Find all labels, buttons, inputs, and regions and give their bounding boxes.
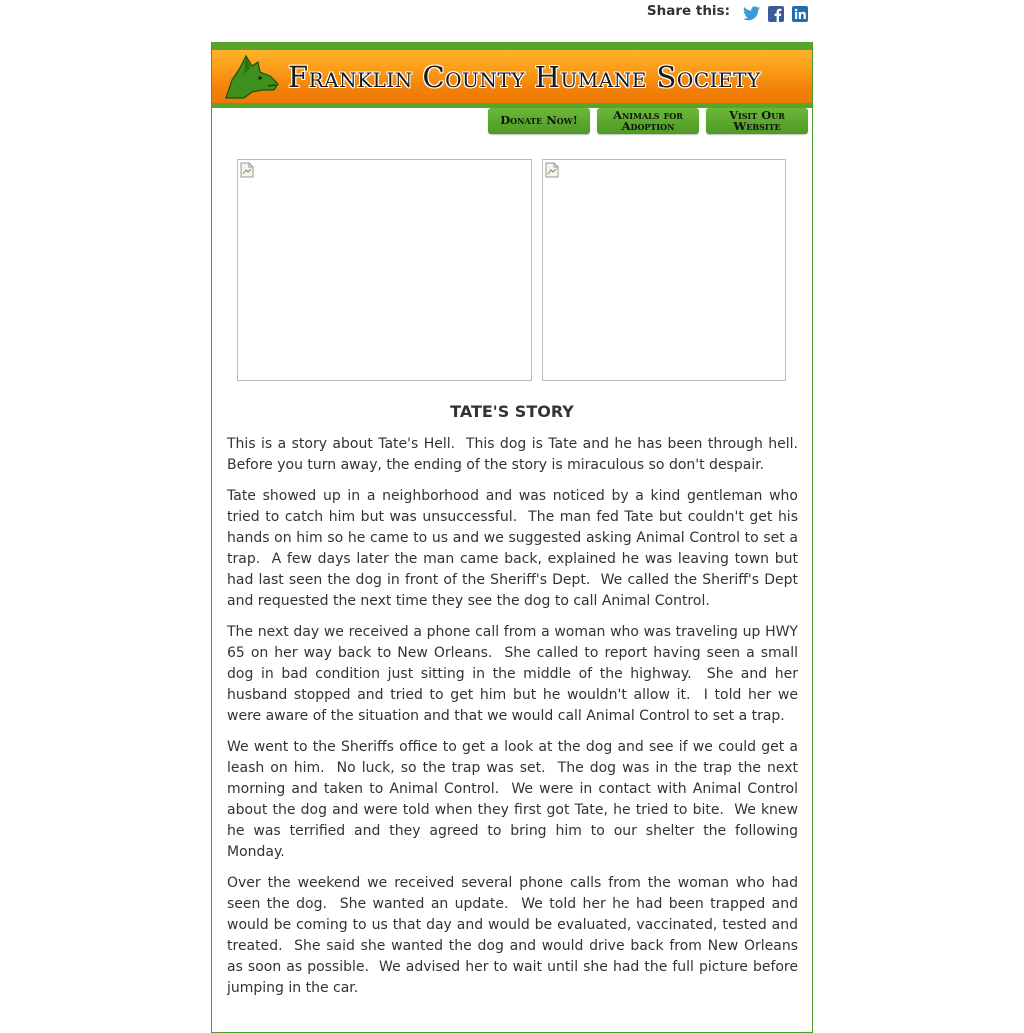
story-paragraph: Tate showed up in a neighborhood and was noticed by a kind gentleman who tried to catch him but was unsuccessful. The man fed Tate but couldn't get his hands on him so he came to us and we suggested asking Animal Control to set a trap. A few days later the man came back, explained he was leaving town but had last seen the dog in front of the Sheriff's Dept. We called the Sheriff's Dept and requested the next time they see the dog to call Animal Control. <box>227 488 803 609</box>
story-body <box>227 434 807 1009</box>
facebook-icon[interactable] <box>767 5 784 22</box>
website-button[interactable]: Visit Our Website <box>706 108 808 134</box>
dog-head-logo <box>222 52 280 102</box>
broken-image-icon <box>240 162 254 178</box>
story-paragraph: Over the weekend we received several phone calls from the woman who had seen the dog. She wanted an update. We told her he had been trapped and would be coming to us that day and would be evaluated, vaccinated, tested and treated. She said she wanted the dog and would drive back from New Orleans as soon as possible. We advised her to wait until she had the full picture before jumping in the car. <box>227 875 803 996</box>
share-label: Share this: <box>646 3 730 19</box>
nav-bar <box>488 108 808 134</box>
top-stripe <box>212 42 812 50</box>
broken-image-icon <box>545 162 559 178</box>
twitter-icon[interactable] <box>743 5 760 22</box>
adoption-button[interactable]: Animals for Adoption <box>597 108 699 134</box>
linkedin-icon[interactable] <box>791 5 808 22</box>
story-paragraph: The next day we received a phone call from a woman who was traveling up HWY 65 on her way back to New Orleans. She called to report having seen a small dog in bad condition just sitting in the middle of the highway. She and her husband stopped and tried to get him but he wouldn't allow it. I told her we were aware of the situation and that we would call Animal Control to set a trap. <box>227 624 803 724</box>
dog-photo-right <box>542 159 786 381</box>
newsletter-frame <box>211 42 813 1033</box>
story-paragraph: We went to the Sheriffs office to get a look at the dog and see if we could get a leash on him. No luck, so the trap was set. The dog was in the trap the next morning and taken to Animal Control. We were in contact with Animal Control about the dog and were told when they first got Tate, he tried to bite. We knew he was terrified and they agreed to bring him to our shelter the following Monday. <box>227 739 803 860</box>
header-banner <box>212 50 812 108</box>
story-title: TATE'S STORY <box>450 402 574 421</box>
org-name: Franklin County Humane Society <box>288 60 761 94</box>
share-bar <box>211 0 813 40</box>
story-paragraph: This is a story about Tate's Hell. This dog is Tate and he has been through hell. Before you turn away, the ending of the story is miraculous so don't despair. <box>227 436 807 473</box>
dog-photo-left <box>237 159 532 381</box>
donate-button[interactable]: Donate Now! <box>488 108 590 134</box>
